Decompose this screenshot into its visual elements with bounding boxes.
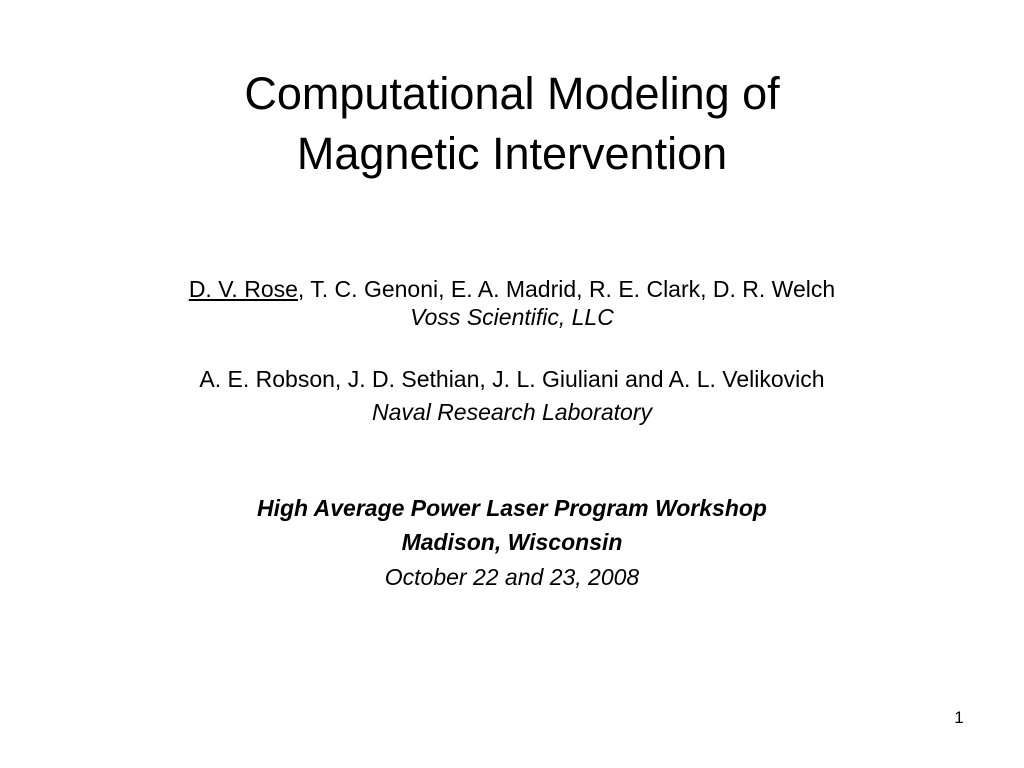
- co-authors-1: , T. C. Genoni, E. A. Madrid, R. E. Clark, D. R. Welch: [297, 276, 836, 302]
- author-list-1: [0, 274, 1024, 304]
- event-name: High Average Power Laser Program Workshop: [257, 495, 767, 521]
- author-list-2: A. E. Robson, J. D. Sethian, J. L. Giuliani and A. L. Velikovich: [199, 366, 825, 392]
- event-location: Madison, Wisconsin: [401, 529, 623, 555]
- slide-title: [0, 64, 1024, 184]
- lead-author: D. V. Rose: [188, 276, 298, 302]
- title-line-1: Computational Modeling of: [244, 68, 780, 119]
- event-dates: October 22 and 23, 2008: [384, 564, 640, 590]
- title-line-2: Magnetic Intervention: [296, 128, 728, 179]
- affiliation-1: Voss Scientific, LLC: [410, 304, 614, 330]
- affiliation-2: Naval Research Laboratory: [372, 399, 652, 425]
- page-number: 1: [954, 708, 964, 727]
